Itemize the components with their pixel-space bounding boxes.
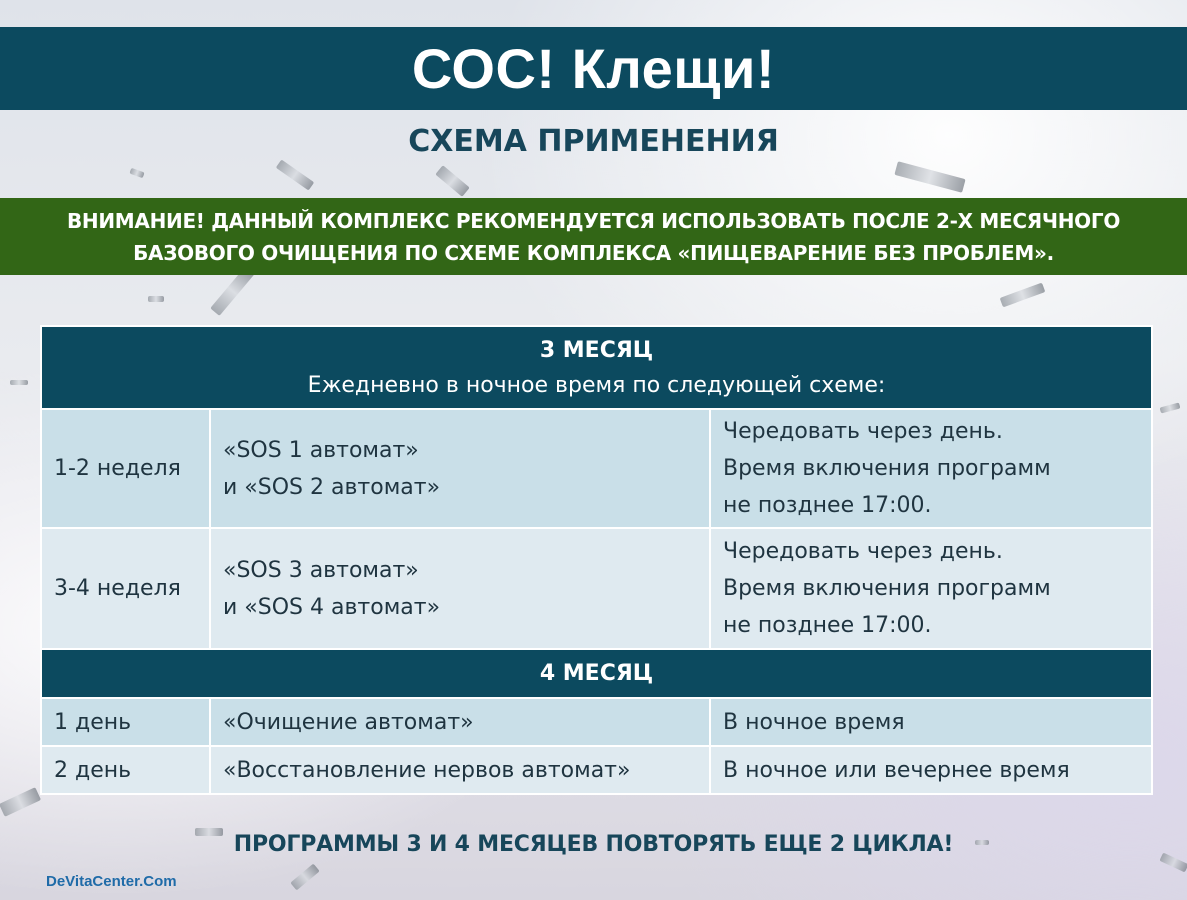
program-line: «SOS 1 автомат» xyxy=(223,437,419,463)
period-cell: 3-4 неделя xyxy=(41,528,210,649)
title-banner xyxy=(0,27,1187,110)
note-line: Время включения программ xyxy=(723,576,1051,601)
program-cell: «Очищение автомат» xyxy=(210,698,710,746)
note-line: Чередовать через день. xyxy=(723,539,1003,564)
table-row xyxy=(41,746,1152,794)
table-row xyxy=(41,409,1152,528)
note-line: Чередовать через день. xyxy=(723,419,1003,444)
brand-watermark: DeVitaCenter.Com xyxy=(46,873,177,890)
time-cell: В ночное время xyxy=(710,698,1152,746)
programs-cell xyxy=(210,528,710,649)
day-cell: 1 день xyxy=(41,698,210,746)
notes-cell xyxy=(710,409,1152,528)
note-line: не позднее 17:00. xyxy=(723,613,932,638)
note-line: не позднее 17:00. xyxy=(723,493,932,518)
page-title: СОС! Клещи! xyxy=(411,37,776,100)
month4-header-row xyxy=(41,649,1152,698)
notes-cell xyxy=(710,528,1152,649)
repeat-instruction: ПРОГРАММЫ 3 И 4 МЕСЯЦЕВ ПОВТОРЯТЬ ЕЩЕ 2 ЦИКЛА! xyxy=(233,832,954,857)
month3-title: 3 МЕСЯЦ xyxy=(539,337,654,363)
note-line: Время включения программ xyxy=(723,456,1051,481)
program-line: и «SOS 2 автомат» xyxy=(223,474,441,500)
table-row xyxy=(41,528,1152,649)
section-subtitle: СХЕМА ПРИМЕНЕНИЯ xyxy=(408,124,779,159)
month4-title: 4 МЕСЯЦ xyxy=(539,661,654,686)
notice-line-2: БАЗОВОГО ОЧИЩЕНИЯ ПО СХЕМЕ КОМПЛЕКСА «ПИЩЕВАРЕНИЕ БЕЗ ПРОБЛЕМ». xyxy=(133,240,1054,265)
notice-line-1: ВНИМАНИЕ! ДАННЫЙ КОМПЛЕКС РЕКОМЕНДУЕТСЯ ИСПОЛЬЗОВАТЬ ПОСЛЕ 2-Х МЕСЯЧНОГО xyxy=(66,208,1121,233)
schedule-table xyxy=(40,325,1153,795)
day-cell: 2 день xyxy=(41,746,210,794)
program-line: и «SOS 4 автомат» xyxy=(223,594,441,620)
program-line: «SOS 3 автомат» xyxy=(223,557,419,583)
period-cell: 1-2 неделя xyxy=(41,409,210,528)
month3-header-row xyxy=(41,326,1152,409)
table-row xyxy=(41,698,1152,746)
programs-cell xyxy=(210,409,710,528)
notice-banner xyxy=(0,198,1187,275)
time-cell: В ночное или вечернее время xyxy=(710,746,1152,794)
program-cell: «Восстановление нервов автомат» xyxy=(210,746,710,794)
month3-subtitle: Ежедневно в ночное время по следующей схеме: xyxy=(307,372,886,398)
